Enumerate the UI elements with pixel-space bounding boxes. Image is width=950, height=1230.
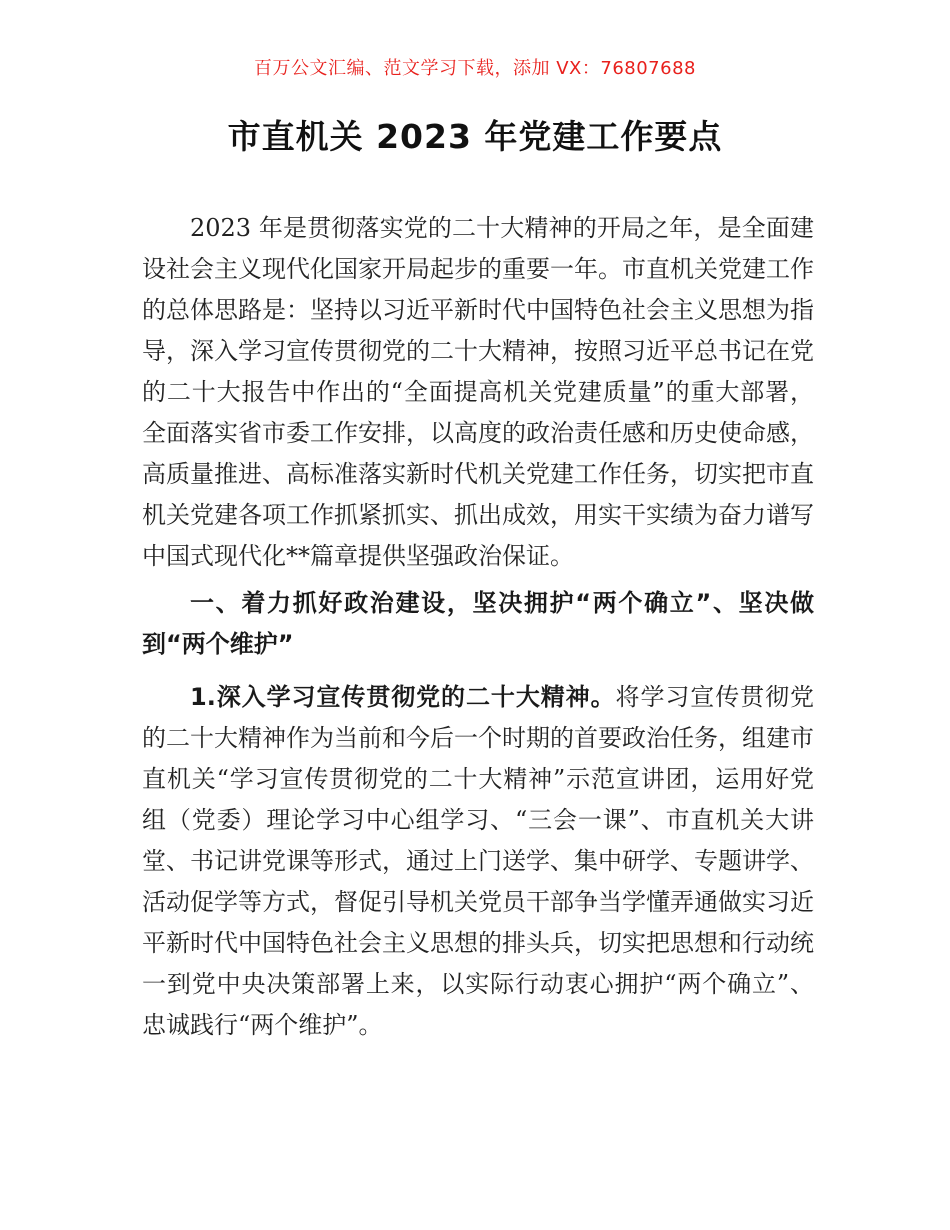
intro-paragraph-block xyxy=(142,208,814,577)
item-1-lead: 1.深入学习宣传贯彻党的二十大精神。 xyxy=(190,683,616,711)
item-1-paragraph xyxy=(142,677,814,1046)
item-paragraph-block xyxy=(142,677,814,1046)
item-1-body: 将学习宣传贯彻党的二十大精神作为当前和今后一个时期的首要政治任务，组建市直机关“学习宣传贯彻党的二十大精神”示范宣讲团，运用好党组（党委）理论学习中心组学习、“三会一课”、市直机关大讲堂、书记讲党课等形式，通过上门送学、集中研学、专题讲学、活动促学等方式，督促引导机关党员干部争当学懂弄通做实习近平新时代中国特色社会主义思想的排头兵，切实把思想和行动统一到党中央决策部署上来，以实际行动衷心拥护“两个确立”、忠诚践行“两个维护”。 xyxy=(142,683,814,1039)
document-title: 市直机关 2023 年党建工作要点 xyxy=(227,117,723,156)
section-heading-block xyxy=(142,583,814,665)
watermark-header: 百万公文汇编、范文学习下载，添加 VX：76807688 xyxy=(254,58,696,79)
intro-paragraph: 2023 年是贯彻落实党的二十大精神的开局之年，是全面建设社会主义现代化国家开局起步的重要一年。市直机关党建工作的总体思路是：坚持以习近平新时代中国特色社会主义思想为指导，深入学习宣传贯彻党的二十大精神，按照习近平总书记在党的二十大报告中作出的“全面提高机关党建质量”的重大部署，全面落实省市委工作安排，以高度的政治责任感和历史使命感，高质量推进、高标准落实新时代机关党建工作任务，切实把市直机关党建各项工作抓紧抓实、抓出成效，用实干实绩为奋力谱写中国式现代化**篇章提供坚强政治保证。 xyxy=(142,214,814,570)
section-1-heading: 一、着力抓好政治建设，坚决拥护“两个确立”、坚决做到“两个维护” xyxy=(142,589,814,658)
